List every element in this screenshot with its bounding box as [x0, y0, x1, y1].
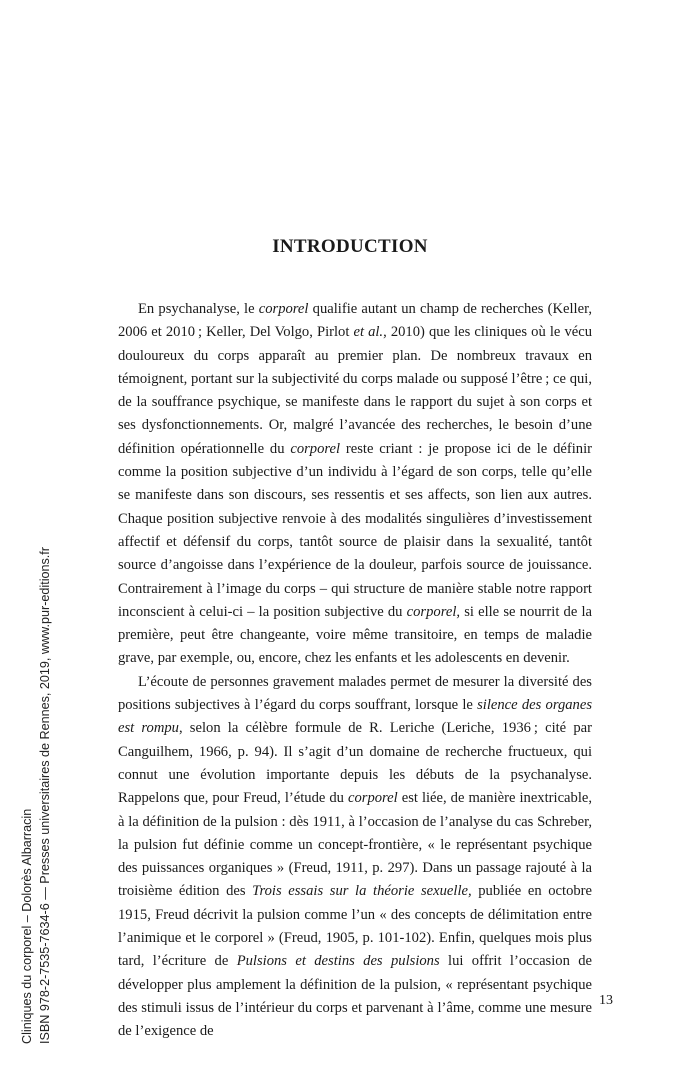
side-note-title-author: Cliniques du corporel – Dolorès Albarracin [20, 808, 34, 1044]
italic-text-segment: corporel [347, 790, 398, 807]
text-segment: est liée, de manière inextricable, à la définition de la pulsion : dès 1911, à l’occasion de l’analyse du cas Schreber, la pulsion fut définie comme un concept-frontière, « le représentant psychique des puissances organiques » (Freud, 1911, p. 297). Dans un passage rajouté à la troisième édition des [118, 790, 592, 900]
text-segment: lui offrit l’occasion de développer plus amplement la définition de la pulsion, « représentant psychique des stimuli issus de l’intérieur du corps et parvenant à l’âme, comme une mesure de l’exigence de [118, 953, 593, 1040]
paragraph-1 [118, 298, 592, 671]
text-segment: si elle se nourrit de la première, peut être changeante, voire même transitoire, en temps de maladie grave, par exemple, ou, encore, chez les enfants et les adolescents en devenir. [118, 603, 593, 667]
text-segment: , selon la célèbre formule de R. Leriche (Leriche, 1936 ; cité par Canguilhem, 1966, p. 94). Il s’agit d’un domaine de recherche fructueux, qui connut une évolution importante depuis les débuts de la psychanalyse. Rappelons que, pour Freud, l’étude du [118, 720, 592, 807]
paragraph-2 [118, 671, 592, 1044]
side-note-isbn-publisher: ISBN 978-2-7535-7634-6 — Presses universitaires de Rennes, 2019, www.pur-editions.fr [38, 546, 52, 1044]
italic-text-segment: corporel [258, 301, 309, 317]
text-segment: En psychanalyse, le [138, 301, 259, 317]
chapter-title: INTRODUCTION [272, 236, 428, 257]
italic-text-segment: corporel, [406, 603, 461, 620]
body-text [118, 298, 592, 1044]
page-number: 13 [599, 993, 613, 1008]
italic-text-segment: Pulsions et destins des pulsions [236, 953, 440, 970]
italic-text-segment: corporel [290, 440, 341, 457]
text-segment: publiée en octobre 1915, Freud décrivit la pulsion comme l’un « des concepts de délimitation entre l’animique et le corporel » (Freud, 1905, p. 101-102). Enfin, quelques mois plus tard, l’écriture de [118, 883, 593, 970]
text-segment: reste criant : je propose ici de le définir comme la position subjective d’un individu à l’égard de son corps, telle qu’elle se manifeste dans son discours, ses ressentis et ses affects, son lien aux autres. Chaque position subjective renvoie à des modalités singulières d’investissement affectif et défensif du corps, tantôt source de plaisir dans la sexualité, tantôt source d’angoisse dans l’expérience de la douleur, parfois source de jouissance. Contrairement à l’image du corps – qui structure de manière stable notre rapport inconscient à celui-ci – la position subjective du [118, 440, 592, 620]
text-segment: qualifie autant un champ de recherches (Keller, 2006 et 2010 ; Keller, Del Volgo, Pirlot [118, 301, 592, 341]
italic-text-segment: Trois essais sur la théorie sexuelle, [252, 883, 472, 900]
text-segment: , 2010) que les cliniques où le vécu douloureux du corps apparaît au premier plan. De nombreux travaux en témoignent, portant sur la subjectivité du corps malade ou supposé l’être ; ce qui, de la souffrance psychique, se manifeste dans le rapport du sujet à son corps et ses dysfonctionnements. Or, malgré l’avancée des recherches, le besoin d’une définition opérationnelle du [118, 324, 592, 457]
text-segment: L’écoute de personnes gravement malades permet de mesurer la diversité des positions subjectives à l’égard du corps souffrant, lorsque le [118, 673, 592, 714]
italic-text-segment: silence des organes est rompu [118, 697, 593, 737]
italic-text-segment: et al. [353, 324, 384, 341]
